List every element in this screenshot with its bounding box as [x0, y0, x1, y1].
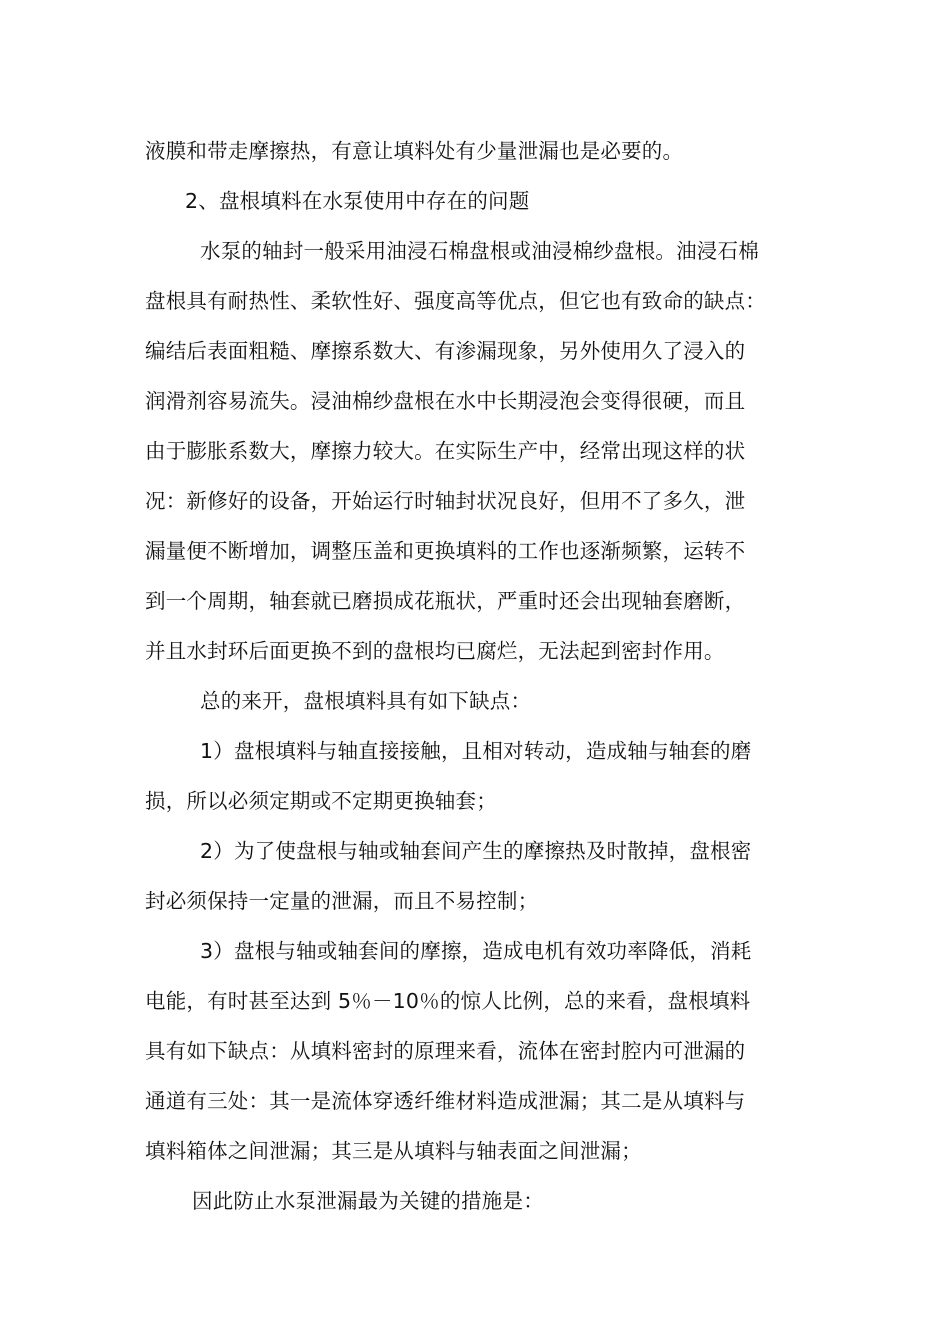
text-line: 液膜和带走摩擦热，有意让填料处有少量泄漏也是必要的。 [145, 139, 684, 163]
text-line: 通道有三处：其一是流体穿透纤维材料造成泄漏；其二是从填料与 [145, 1089, 746, 1113]
list-item-2: 2）为了使盘根与轴或轴套间产生的摩擦热及时散掉，盘根密 [200, 839, 752, 863]
text-line: 到一个周期，轴套就已磨损成花瓶状，严重时还会出现轴套磨断， [145, 589, 746, 613]
text-line: 总的来开，盘根填料具有如下缺点： [200, 689, 532, 713]
text-line: 水泵的轴封一般采用油浸石棉盘根或油浸棉纱盘根。油浸石棉 [200, 239, 759, 263]
text-line: 况：新修好的设备，开始运行时轴封状况良好，但用不了多久，泄 [145, 489, 746, 513]
text-line: 漏量便不断增加，调整压盖和更换填料的工作也逐渐频繁，运转不 [145, 539, 746, 563]
text-line: 具有如下缺点：从填料密封的原理来看，流体在密封腔内可泄漏的 [145, 1039, 746, 1063]
list-item-3: 3）盘根与轴或轴套间的摩擦，造成电机有效功率降低，消耗 [200, 939, 752, 963]
text-line: 损，所以必须定期或不定期更换轴套； [145, 789, 497, 813]
text-line: 封必须保持一定量的泄漏，而且不易控制； [145, 889, 539, 913]
text-line: 并且水封环后面更换不到的盘根均已腐烂，无法起到密封作用。 [145, 639, 725, 663]
text-line: 因此防止水泵泄漏最为关键的措施是： [192, 1189, 544, 1213]
section-heading: 2、盘根填料在水泵使用中存在的问题 [185, 189, 530, 213]
text-line: 润滑剂容易流失。浸油棉纱盘根在水中长期浸泡会变得很硬，而且 [145, 389, 746, 413]
text-line: 盘根具有耐热性、柔软性好、强度高等优点，但它也有致命的缺点： [145, 289, 766, 313]
text-line: 由于膨胀系数大，摩擦力较大。在实际生产中，经常出现这样的状 [145, 439, 746, 463]
list-item-1: 1）盘根填料与轴直接接触，且相对转动，造成轴与轴套的磨 [200, 739, 752, 763]
text-line: 填料箱体之间泄漏；其三是从填料与轴表面之间泄漏； [145, 1139, 642, 1163]
text-line: 电能，有时甚至达到 5％－10％的惊人比例，总的来看，盘根填料 [145, 989, 751, 1013]
text-line: 编结后表面粗糙、摩擦系数大、有渗漏现象，另外使用久了浸入的 [145, 339, 746, 363]
